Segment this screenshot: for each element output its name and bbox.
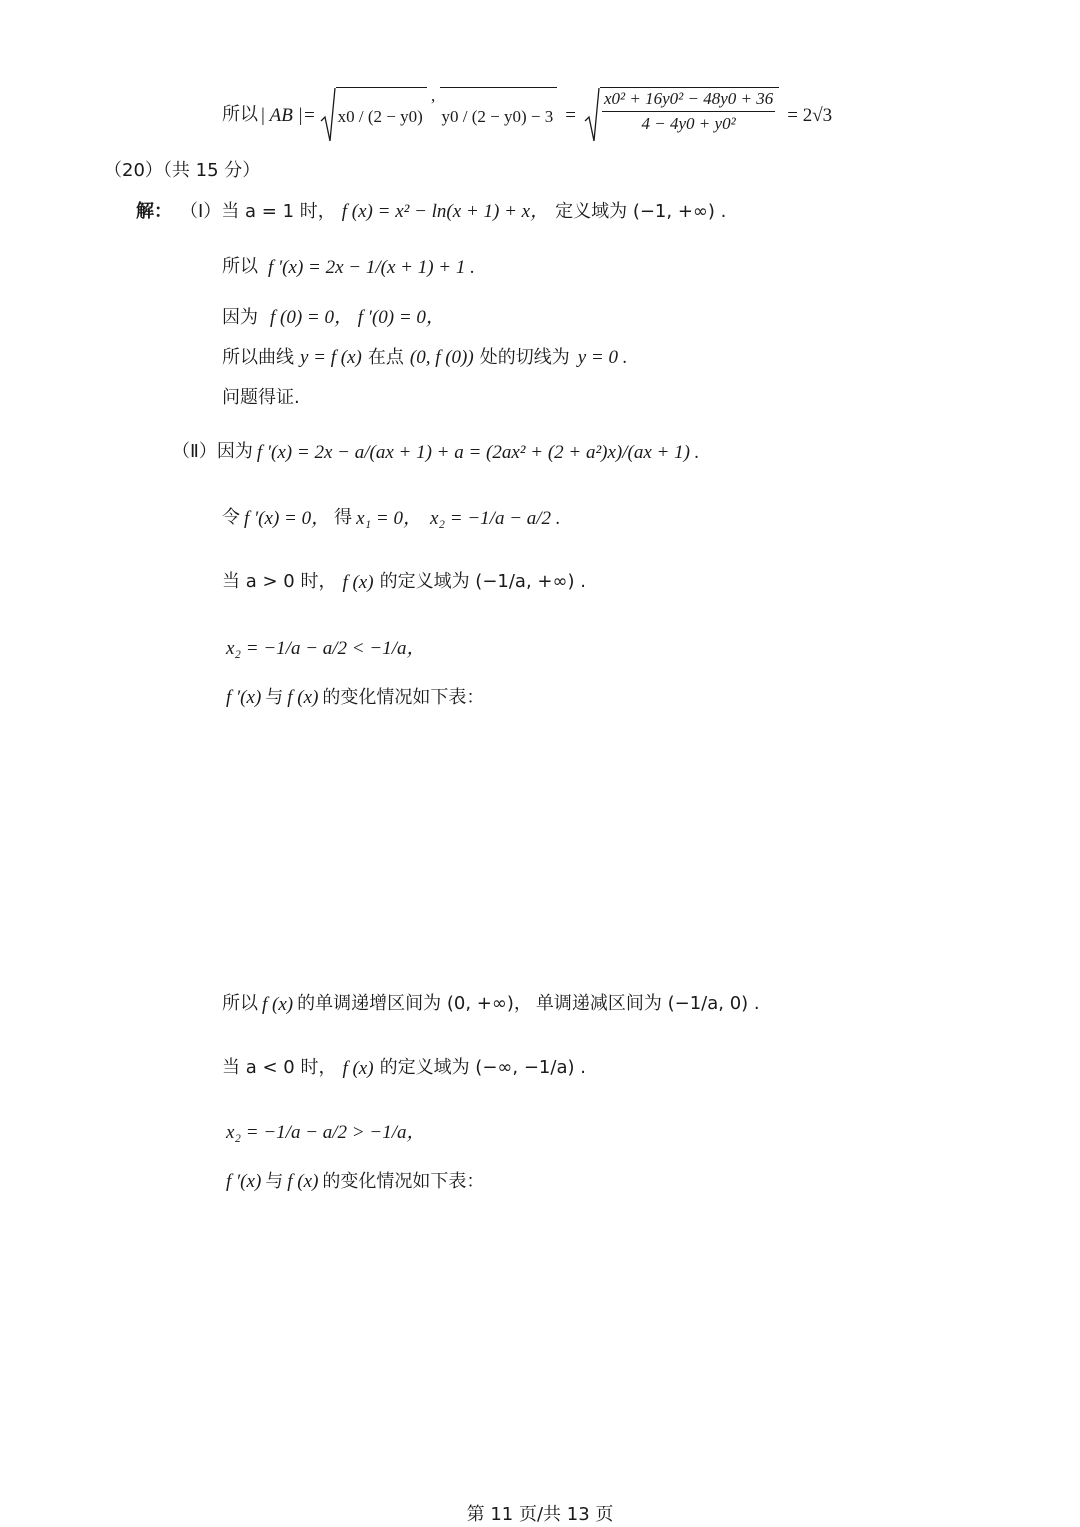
radical-sign-icon bbox=[320, 87, 336, 143]
roots-eq: f ′(x) = 0， bbox=[244, 507, 331, 529]
compare-negative-expr: x₂ = −1/a − a/2 > −1/a， bbox=[226, 1121, 426, 1143]
part2-label: （Ⅱ） bbox=[172, 441, 217, 462]
case-positive-when: 当 a > 0 时， bbox=[222, 571, 337, 592]
problem-heading: （20）（共 15 分） bbox=[104, 160, 261, 181]
derivative-prefix: 所以 bbox=[222, 256, 258, 277]
tangent-result: y = 0 . bbox=[577, 347, 628, 368]
ab-radical-2 bbox=[584, 87, 779, 143]
roots-ling: 令 bbox=[222, 507, 240, 528]
derivative-expr: f ′(x) = 2x − 1/(x + 1) + 1 . bbox=[268, 256, 475, 278]
roots-x2: x₂ = −1/a − a/2 . bbox=[429, 507, 561, 529]
part1-when: 当 a = 1 时， bbox=[221, 200, 336, 222]
tangent-curve: y = f (x) bbox=[300, 347, 362, 368]
tangent-prefix: 所以曲线 bbox=[222, 346, 294, 368]
compare-negative-line bbox=[226, 1110, 425, 1154]
roots-de: 得 bbox=[334, 507, 353, 528]
table-intro-2-f2: f (x) bbox=[287, 1171, 319, 1192]
table-intro-1 bbox=[226, 688, 484, 707]
tangent-end: 处的切线为 bbox=[479, 346, 570, 368]
monotonic-f: f (x) bbox=[262, 993, 294, 1015]
values-expr: f (0) = 0， f ′(0) = 0， bbox=[270, 307, 445, 328]
tangent-mid: 在点 bbox=[367, 346, 404, 368]
table-intro-1-f1: f ′(x) bbox=[226, 687, 262, 708]
ab-radical-1 bbox=[320, 87, 558, 143]
compare-positive-line bbox=[226, 626, 425, 670]
compare-positive-expr: x₂ = −1/a − a/2 < −1/a， bbox=[226, 637, 426, 659]
ab-prefix: 所以 bbox=[222, 104, 258, 125]
part2-derivative: f ′(x) = 2x − a/(ax + 1) + a = (2ax² + (2 + a²)x)/(ax + 1) . bbox=[256, 441, 700, 463]
solution-label: 解： bbox=[136, 200, 172, 222]
tangent-line bbox=[222, 348, 627, 367]
monotonic-increasing: 的单调递增区间为 (0, +∞)， bbox=[297, 993, 532, 1014]
case-positive-domain: 的定义域为 (−1/a, +∞) . bbox=[379, 571, 586, 592]
ab-label: | AB |= bbox=[260, 104, 316, 126]
table-intro-2-with: 与 bbox=[265, 1170, 284, 1192]
ab-radicand-1: x0 / (2 − y0) bbox=[336, 87, 427, 143]
ab-fraction bbox=[600, 87, 779, 143]
roots-x1: x₁ = 0， bbox=[356, 507, 422, 529]
table-intro-2-text: 的变化情况如下表： bbox=[322, 1170, 485, 1192]
case-negative-domain: 的定义域为 (−∞, −1/a) . bbox=[379, 1057, 586, 1078]
part1-line bbox=[136, 202, 726, 221]
ab-radicand-2: y0 / (2 − y0) − 3 bbox=[440, 87, 558, 143]
page-footer: 第 11 页/共 13 页 bbox=[466, 1504, 614, 1525]
ab-radicand-sep: , bbox=[426, 86, 440, 105]
part2-line bbox=[172, 430, 699, 474]
ab-denominator: 4 − 4y0 + y0² bbox=[641, 113, 736, 133]
derivative-line bbox=[222, 244, 475, 290]
monotonic-decreasing: 单调递减区间为 (−1/a, 0) . bbox=[535, 993, 760, 1014]
part1-label: （Ⅰ） bbox=[180, 200, 222, 222]
table-intro-1-text: 的变化情况如下表： bbox=[322, 686, 485, 708]
case-negative-line bbox=[222, 1046, 586, 1090]
monotonic-prefix: 所以 bbox=[222, 993, 258, 1014]
values-line bbox=[222, 308, 445, 327]
ab-result: = 2√3 bbox=[787, 104, 833, 126]
part2-prefix: 因为 bbox=[216, 441, 253, 462]
table-intro-2-f1: f ′(x) bbox=[226, 1171, 262, 1192]
table-intro-2 bbox=[226, 1172, 484, 1191]
part1-function: f (x) = x² − ln(x + 1) + x， bbox=[341, 201, 550, 222]
case-positive-f: f (x) bbox=[342, 571, 374, 593]
monotonic-line bbox=[222, 982, 760, 1026]
ab-numerator: x0² + 16y0² − 48y0 + 36 bbox=[602, 90, 775, 112]
case-negative-when: 当 a < 0 时， bbox=[222, 1057, 337, 1078]
tangent-point: (0, f (0)) bbox=[409, 347, 474, 368]
table-intro-1-with: 与 bbox=[265, 686, 284, 708]
roots-line bbox=[222, 496, 561, 540]
radical-sign-icon bbox=[584, 87, 600, 143]
part1-domain: 定义域为 (−1, +∞) . bbox=[555, 200, 727, 222]
ab-length-line bbox=[222, 86, 832, 144]
equals-sign: = bbox=[565, 104, 576, 126]
proof-done: 问题得证. bbox=[222, 387, 300, 408]
values-prefix: 因为 bbox=[222, 306, 258, 328]
table-intro-1-f2: f (x) bbox=[287, 687, 319, 708]
case-positive-line bbox=[222, 560, 586, 604]
case-negative-f: f (x) bbox=[342, 1057, 374, 1079]
